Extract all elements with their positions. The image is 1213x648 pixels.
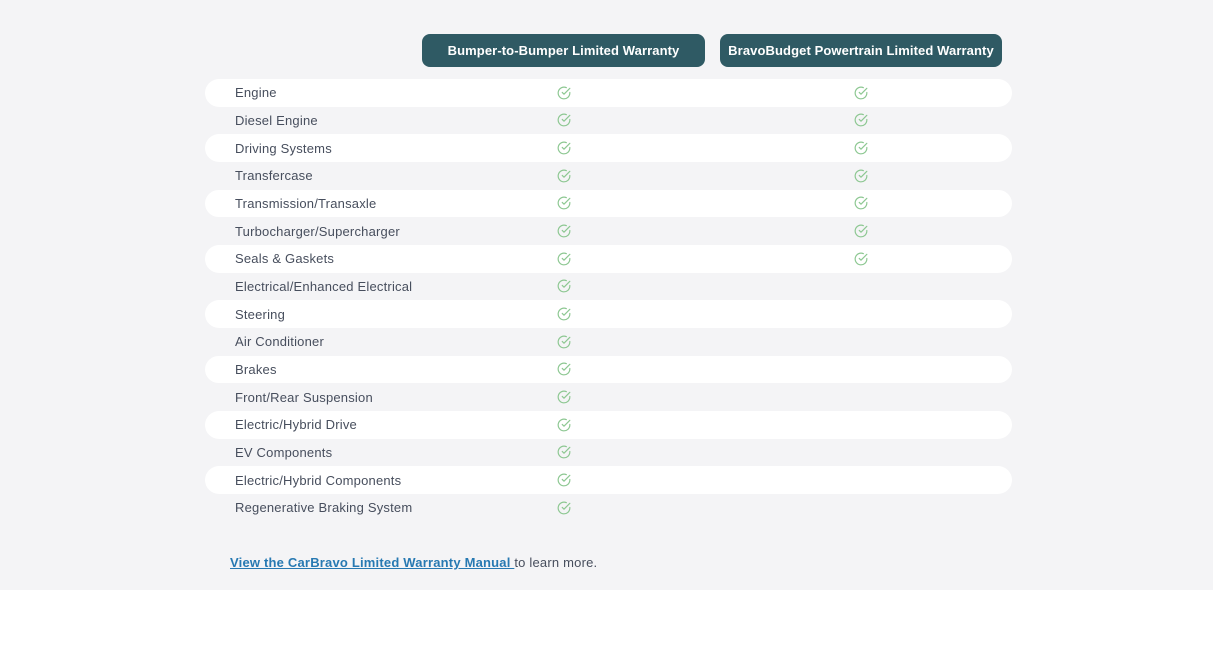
- row-label: Electrical/Enhanced Electrical: [235, 278, 413, 294]
- powertrain-check-cell: [720, 169, 1002, 183]
- table-row: [205, 356, 1012, 384]
- powertrain-check-cell: [720, 196, 1002, 210]
- check-circle-icon: [854, 252, 868, 266]
- check-circle-icon: [557, 224, 571, 238]
- row-label: Brakes: [235, 361, 277, 377]
- row-label: Driving Systems: [235, 140, 332, 156]
- powertrain-check-cell: [720, 113, 1002, 127]
- check-circle-icon: [557, 113, 571, 127]
- check-circle-icon: [557, 362, 571, 376]
- bumper-check-cell: [422, 335, 705, 349]
- row-label: EV Components: [235, 444, 333, 460]
- warranty-manual-suffix: to learn more.: [514, 555, 598, 570]
- bumper-check-cell: [422, 307, 705, 321]
- table-row: [205, 411, 1012, 439]
- table-row: [205, 134, 1012, 162]
- row-label: Regenerative Braking System: [235, 500, 413, 516]
- row-label: Seals & Gaskets: [235, 251, 335, 267]
- check-circle-icon: [557, 196, 571, 210]
- row-label: Air Conditioner: [235, 334, 324, 350]
- warranty-manual-note: [230, 555, 597, 570]
- table-row: [205, 273, 1012, 301]
- bumper-check-cell: [422, 473, 705, 487]
- row-label: Turbocharger/Supercharger: [235, 223, 400, 239]
- check-circle-icon: [557, 86, 571, 100]
- check-circle-icon: [854, 113, 868, 127]
- check-circle-icon: [854, 169, 868, 183]
- row-label: Electric/Hybrid Components: [235, 472, 402, 488]
- check-circle-icon: [557, 418, 571, 432]
- bumper-check-cell: [422, 445, 705, 459]
- table-row: [205, 494, 1012, 522]
- check-circle-icon: [557, 307, 571, 321]
- check-circle-icon: [557, 252, 571, 266]
- row-label: Steering: [235, 306, 286, 322]
- row-label: Transfercase: [235, 168, 313, 184]
- bumper-check-cell: [422, 252, 705, 266]
- table-row: [205, 162, 1012, 190]
- row-label: Electric/Hybrid Drive: [235, 417, 357, 433]
- bumper-check-cell: [422, 279, 705, 293]
- check-circle-icon: [557, 473, 571, 487]
- bravobudget-powertrain-warranty-header-button[interactable]: BravoBudget Powertrain Limited Warranty: [720, 34, 1002, 67]
- bumper-to-bumper-warranty-header-button[interactable]: Bumper-to-Bumper Limited Warranty: [422, 34, 705, 67]
- table-row: [205, 328, 1012, 356]
- warranty-table: [205, 79, 1012, 522]
- powertrain-check-cell: [720, 252, 1002, 266]
- bumper-check-cell: [422, 362, 705, 376]
- page-bottom-whitespace: [0, 590, 1213, 648]
- table-row: [205, 300, 1012, 328]
- powertrain-check-cell: [720, 224, 1002, 238]
- check-circle-icon: [557, 390, 571, 404]
- powertrain-check-cell: [720, 86, 1002, 100]
- powertrain-check-cell: [720, 141, 1002, 155]
- bumper-check-cell: [422, 224, 705, 238]
- check-circle-icon: [854, 141, 868, 155]
- bumper-check-cell: [422, 141, 705, 155]
- check-circle-icon: [557, 501, 571, 515]
- bumper-check-cell: [422, 113, 705, 127]
- check-circle-icon: [557, 279, 571, 293]
- check-circle-icon: [557, 169, 571, 183]
- table-row: [205, 79, 1012, 107]
- table-row: [205, 107, 1012, 135]
- bumper-check-cell: [422, 196, 705, 210]
- row-label: Transmission/Transaxle: [235, 195, 377, 211]
- table-row: [205, 466, 1012, 494]
- check-circle-icon: [854, 86, 868, 100]
- check-circle-icon: [557, 445, 571, 459]
- bumper-check-cell: [422, 86, 705, 100]
- table-row: [205, 190, 1012, 218]
- check-circle-icon: [854, 196, 868, 210]
- bumper-check-cell: [422, 418, 705, 432]
- table-row: [205, 439, 1012, 467]
- table-row: [205, 383, 1012, 411]
- bumper-check-cell: [422, 169, 705, 183]
- check-circle-icon: [557, 335, 571, 349]
- check-circle-icon: [557, 141, 571, 155]
- bumper-check-cell: [422, 501, 705, 515]
- check-circle-icon: [854, 224, 868, 238]
- table-row: [205, 217, 1012, 245]
- table-row: [205, 245, 1012, 273]
- row-label: Engine: [235, 85, 277, 101]
- warranty-manual-link[interactable]: View the CarBravo Limited Warranty Manual: [230, 555, 515, 570]
- bumper-check-cell: [422, 390, 705, 404]
- row-label: Front/Rear Suspension: [235, 389, 373, 405]
- row-label: Diesel Engine: [235, 112, 318, 128]
